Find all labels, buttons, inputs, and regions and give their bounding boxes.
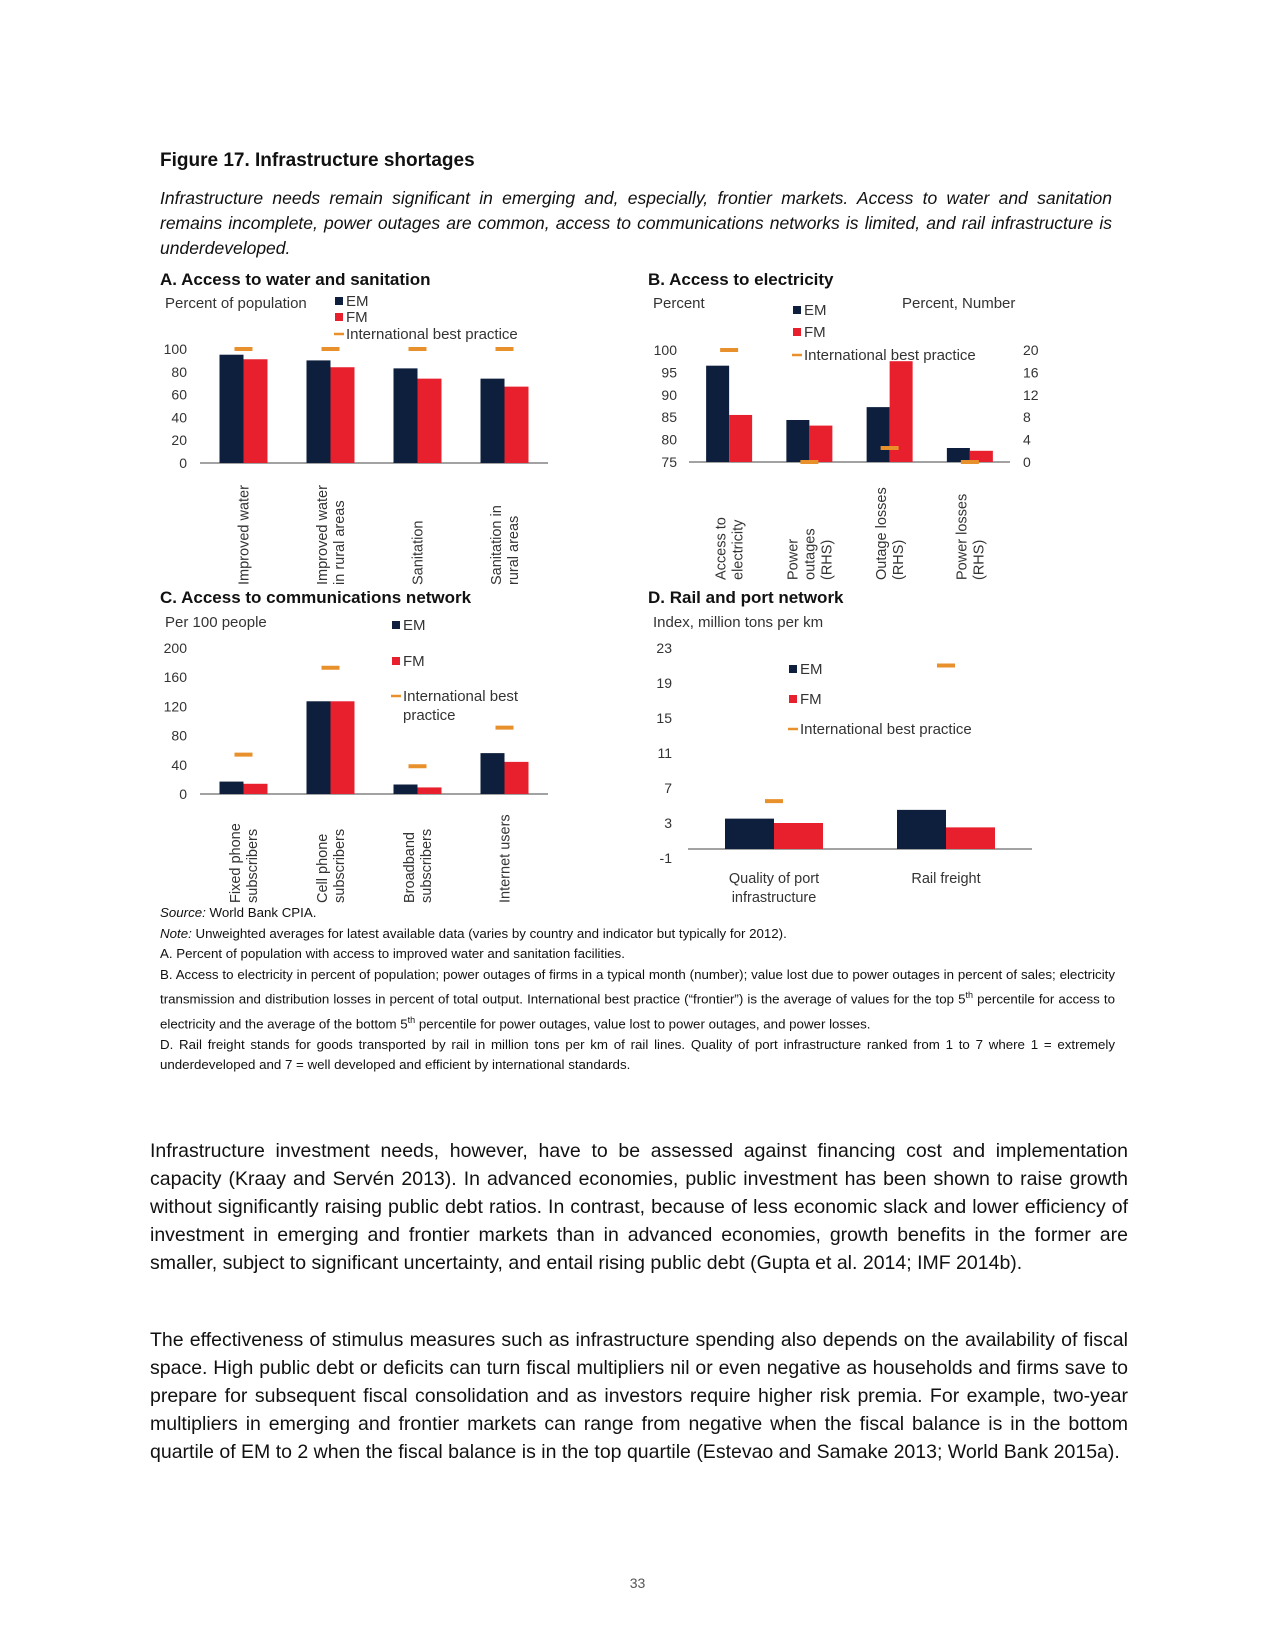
panel-c-bar-fm <box>331 701 355 794</box>
panel-b-ytick-right: 0 <box>1023 454 1031 470</box>
panel-a-bar-em <box>481 379 505 463</box>
panel-d-bar-fm <box>946 827 995 849</box>
page-number: 33 <box>629 1575 646 1591</box>
panel-a-legend-label-em: EM <box>346 293 369 310</box>
panel-a-ytick: 100 <box>163 341 187 357</box>
panel-c-category-label: subscribers <box>245 828 261 903</box>
panel-a-bar-fm <box>244 359 268 463</box>
panel-b-bar-em <box>947 448 970 462</box>
panel-d-unit: Index, million tons per km <box>653 614 824 631</box>
panel-a-bar-fm <box>505 387 529 463</box>
panel-d-bar-fm <box>774 823 823 849</box>
note-d: D. Rail freight stands for goods transported by rail in million tons per km of rail lines. Quality of port infrastructure ranked from 1 to 7 where 1 = extremely underdeveloped and 7 = well developed and efficient by international standards. <box>160 1036 1115 1073</box>
panel-b-legend-label-best: International best practice <box>804 347 976 364</box>
panel-a-legend-label-best: International best practice <box>346 326 518 343</box>
panel-b-ytick: 75 <box>661 454 677 470</box>
panel-b-category-label: (RHS) <box>891 539 908 580</box>
panel-a-category-label: Improved water <box>315 485 331 585</box>
panel-a-category-label: in rural areas <box>332 500 348 585</box>
panel-b-unit-right: Percent, Number <box>902 295 1016 312</box>
note-a: A. Percent of population with access to improved water and sanitation facilities. <box>160 946 625 961</box>
panel-b-ytick: 80 <box>661 431 677 448</box>
panel-b-legend-label-em: EM <box>804 302 827 319</box>
panel-c-ytick: 160 <box>163 669 187 686</box>
panel-b-bar-em <box>867 407 890 462</box>
panel-a-category-label: Sanitation in <box>489 505 505 585</box>
panel-c-bar-em <box>481 753 505 794</box>
panel-b-category-label: Power <box>785 538 802 580</box>
panel-d-legend-swatch-fm <box>789 695 797 703</box>
panel-b-category-label: outages <box>802 528 819 580</box>
panel-a-bar-em <box>394 368 418 463</box>
panel-c-legend-swatch-em <box>392 621 400 629</box>
panel-a-category-label: rural areas <box>506 515 522 585</box>
panel-a-title: A. Access to water and sanitation <box>160 270 431 289</box>
panel-a-bar-em <box>220 355 244 463</box>
figure-title: Figure 17. Infrastructure shortages <box>160 150 475 171</box>
panel-c-unit: Per 100 people <box>165 614 267 631</box>
panel-a-ytick: 0 <box>179 455 187 471</box>
panel-c-bar-em <box>220 782 244 794</box>
panel-a-legend-swatch-em <box>335 297 343 305</box>
panel-a-legend-label-fm: FM <box>346 309 368 326</box>
panel-c-bar-fm <box>244 784 268 794</box>
panel-a-category-label: Sanitation <box>410 520 427 585</box>
panel-b-bar-em <box>786 420 809 462</box>
panel-b-ytick: 90 <box>661 386 677 403</box>
panel-c-legend-label-fm: FM <box>403 653 425 670</box>
panel-c-bar-fm <box>418 787 442 794</box>
panel-b-category-label: Outage losses <box>874 487 891 580</box>
panel-d-legend-label-best: International best practice <box>800 721 972 738</box>
panel-c-ytick: 200 <box>163 640 187 656</box>
panel-a-bar-fm <box>331 367 355 463</box>
source-label: Source: <box>160 905 206 920</box>
panel-d-ytick: 3 <box>664 815 672 831</box>
panel-b-bar-em <box>706 366 729 462</box>
panel-c-title: C. Access to communications network <box>160 588 472 607</box>
panel-d-bar-em <box>725 819 774 849</box>
panel-a-category-label: Improved water <box>236 485 253 585</box>
panel-c-bar-em <box>307 701 331 794</box>
panel-a-ytick: 20 <box>171 432 187 449</box>
note-label: Note: <box>160 925 192 941</box>
panel-c-bar-em <box>394 785 418 794</box>
panel-b-category-label: Access to <box>713 517 730 580</box>
panel-b-ytick-right: 12 <box>1023 386 1039 403</box>
panel-a-legend-swatch-fm <box>335 313 343 321</box>
panel-b-category-label: electricity <box>730 519 747 580</box>
panel-c-legend-label-best-2: practice <box>403 707 456 724</box>
figure-subtitle: Infrastructure needs remain significant in emerging and, especially, frontier markets. Access to water and sanitation remains incomplete, power outages are common, access to communications networks is limited, and rail infrastructure is underdeveloped. <box>160 188 1112 258</box>
panel-b-ytick-right: 20 <box>1023 342 1039 358</box>
panel-d-ytick: 23 <box>656 640 672 656</box>
panel-d-category-label: Rail freight <box>911 871 981 887</box>
panel-c-ytick: 40 <box>171 756 187 773</box>
panel-a-ytick: 80 <box>171 363 187 380</box>
panel-b-legend-label-fm: FM <box>804 324 826 341</box>
note-b: B. Access to electricity in percent of population; power outages of firms in a typical month (number); value lost due to power outages in percent of sales; electricity transmission and distribution losses in percent of total output. International best practice (“frontier”) is the average of values for the top 5th percentile for access to electricity and the average of the bottom 5th percentile for power outages, value lost to power outages, and power losses. <box>160 966 1115 1032</box>
panel-b-ytick: 95 <box>661 364 677 381</box>
panel-d-legend-label-em: EM <box>800 661 823 678</box>
panel-b-category-label: Power losses <box>954 493 971 580</box>
panel-c-category-label: Cell phone <box>315 833 331 903</box>
panel-a-bar-fm <box>418 379 442 463</box>
panel-d-legend-label-fm: FM <box>800 691 822 708</box>
panel-b-ytick: 85 <box>661 409 677 426</box>
panel-c-ytick: 80 <box>171 727 187 744</box>
panel-c-legend-label-em: EM <box>403 617 426 634</box>
panel-b-ytick: 100 <box>653 342 677 358</box>
panel-b-bar-fm <box>729 415 752 462</box>
panel-d-title: D. Rail and port network <box>648 588 844 607</box>
panel-a-ytick: 40 <box>171 409 187 426</box>
body-paragraph-2: The effectiveness of stimulus measures such as infrastructure spending also depends on the availability of fiscal space. High public debt or deficits can turn fiscal multipliers nil or even negative as households and firms save to prepare for subsequent fiscal consolidation and as investors require higher risk premia. For example, two-year multipliers in emerging and frontier markets can range from negative when the fiscal balance is in the bottom quartile of EM to 2 when the fiscal balance is in the top quartile (Estevao and Samake 2013; World Bank 2015a). <box>150 1329 1128 1463</box>
panel-b-legend-swatch-em <box>793 306 801 314</box>
panel-d-category-label: infrastructure <box>731 890 817 906</box>
panel-c-legend-label-best: International best <box>403 688 519 705</box>
panel-a-ytick: 60 <box>171 386 187 403</box>
panel-d-ytick: 19 <box>656 675 672 691</box>
panel-c-ytick: 0 <box>179 786 187 802</box>
panel-b-ytick-right: 16 <box>1023 364 1039 381</box>
panel-d-ytick: 11 <box>657 745 672 761</box>
panel-b-bar-fm <box>809 426 832 462</box>
panel-d-ytick: 15 <box>656 710 672 726</box>
panel-a-bar-em <box>307 360 331 463</box>
panel-d-ytick: -1 <box>659 850 672 866</box>
panel-b-legend-swatch-fm <box>793 328 801 336</box>
panel-d-legend-swatch-em <box>789 665 797 673</box>
source-text: World Bank CPIA. <box>205 905 317 920</box>
panel-b-ytick-right: 4 <box>1023 431 1031 448</box>
panel-c-legend-swatch-fm <box>392 657 400 665</box>
panel-c-category-label: subscribers <box>332 828 348 903</box>
panel-b-unit: Percent <box>653 295 705 312</box>
panel-b-category-label: (RHS) <box>971 539 988 580</box>
panel-d-category-label: Quality of port <box>728 871 820 887</box>
panel-a-unit: Percent of population <box>165 295 307 312</box>
panel-b-category-label: (RHS) <box>819 539 836 580</box>
note-text: Unweighted averages for latest available data (varies by country and indicator but typically for 2012). <box>191 925 787 941</box>
panel-d-bar-em <box>897 810 946 849</box>
panel-d-ytick: 7 <box>664 780 672 796</box>
panel-c-category-label: subscribers <box>419 828 435 903</box>
panel-b-title: B. Access to electricity <box>648 270 834 289</box>
panel-b-ytick-right: 8 <box>1023 409 1031 426</box>
figure-notes <box>160 903 1115 1076</box>
panel-c-category-label: Broadband <box>402 832 418 903</box>
panel-c-category-label: Internet users <box>497 814 514 903</box>
panel-c-category-label: Fixed phone <box>228 823 244 903</box>
panel-c-ytick: 120 <box>163 698 187 715</box>
body-paragraph-1: Infrastructure investment needs, however, have to be assessed against financing cost and implementation capacity (Kraay and Servén 2013). In advanced economies, public investment has been shown to raise growth without significantly raising public debt ratios. In contrast, because of less economic slack and lower efficiency of investment in emerging and frontier markets than in advanced economies, growth benefits in the former are smaller, subject to significant uncertainty, and entail rising public debt (Gupta et al. 2014; IMF 2014b). <box>150 1140 1128 1274</box>
panel-c-bar-fm <box>505 762 529 794</box>
